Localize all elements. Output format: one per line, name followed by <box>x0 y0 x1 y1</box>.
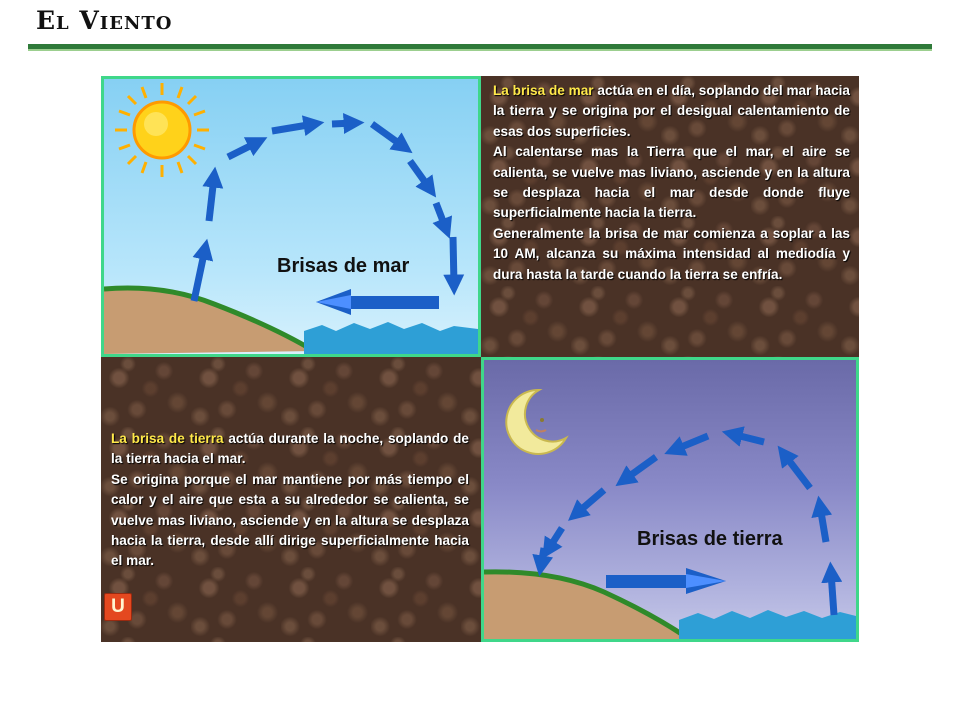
return-button[interactable] <box>104 593 132 621</box>
arrow-down-4 <box>453 237 454 285</box>
sea-water <box>679 610 856 639</box>
arrow-down-3 <box>436 203 446 229</box>
arrow-up-1 <box>831 572 834 615</box>
sea-breeze-paragraph-2: Al calentarse mas la Tierra que el mar, el aire se calienta, se vuelve mas liviano, asciende y en la altura se desplaza hacia el mar desde donde fluye superficialmente hacia la tierra. <box>493 144 850 221</box>
sea-breeze-paragraph-3: Generalmente la brisa de mar comienza a soplar a las 10 AM, alcanza su máxima intensidad al mediodía y dura hasta la tarde cuando la tierra se enfría. <box>493 225 850 282</box>
surface-wind-arrow <box>316 289 439 315</box>
arrow-up-2 <box>209 177 214 221</box>
arrow-up-1 <box>194 249 205 301</box>
arrow-down-1 <box>372 124 404 147</box>
land-breeze-diagram <box>481 357 859 642</box>
land-breeze-paragraph-2: Se origina porque el mar mantiene por más tiempo el calor y el aire que esta a su alrededor se calienta, se vuelve mas liviano, asciende y en la altura se desplaza hacia la tierra, desde allí dirige superficialmente hacia el mar. <box>111 471 469 569</box>
arrow-up-3 <box>784 454 810 488</box>
land-breeze-highlight: La brisa de tierra <box>111 431 224 446</box>
land-breeze-paragraph-1 <box>111 429 469 470</box>
slide-title: El Viento <box>36 6 173 35</box>
surface-wind-arrow <box>606 568 726 594</box>
return-icon: U <box>111 596 125 617</box>
sea-breeze-illustration <box>104 79 478 354</box>
moon-icon <box>506 390 566 454</box>
sun-icon <box>115 83 209 177</box>
arrow-down-1 <box>624 457 656 480</box>
land-breeze-description <box>101 357 481 642</box>
sea-breeze-highlight: La brisa de mar <box>493 83 594 98</box>
arrow-down-4 <box>541 548 544 566</box>
title-divider <box>28 44 932 51</box>
sea-breeze-p1-text: actúa en el día, soplando del mar hacia la tierra y se origina por el desigual calentamiento de esas dos superficies. <box>493 83 850 139</box>
sea-breeze-diagram <box>101 76 481 357</box>
land-hill <box>104 288 314 354</box>
arrow-down-2 <box>410 161 430 189</box>
sea-water <box>304 322 478 354</box>
arrow-down-2 <box>576 490 604 514</box>
sea-breeze-description <box>481 76 859 357</box>
land-breeze-illustration <box>484 360 856 639</box>
land-breeze-p1-text: actúa durante la noche, soplando de la tierra hacia el mar. <box>111 431 469 467</box>
arrow-down-3 <box>548 528 562 550</box>
arrow-up-3 <box>228 142 258 157</box>
arrow-top-1 <box>272 124 314 131</box>
arrow-top-2 <box>332 123 354 124</box>
sea-breeze-paragraph-1 <box>493 81 850 142</box>
arrow-top-2 <box>674 436 708 450</box>
sea-breeze-label: Brisas de mar <box>277 255 410 277</box>
land-breeze-label: Brisas de tierra <box>637 528 783 550</box>
arrow-up-2 <box>820 506 826 542</box>
arrow-top-1 <box>732 434 764 442</box>
